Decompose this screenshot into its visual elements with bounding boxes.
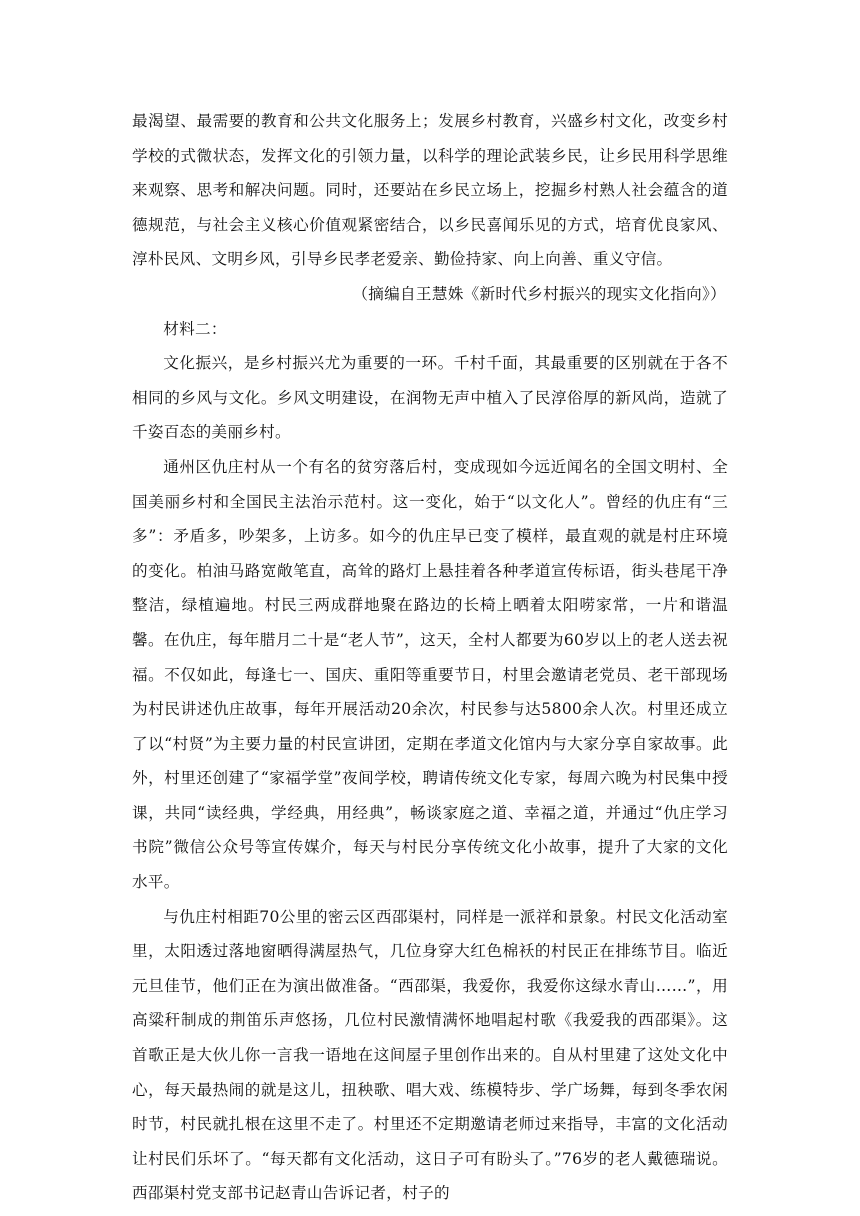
paragraph-qiuzhuang-village: 通州区仇庄村从一个有名的贫穷落后村，变成现如今远近闻名的全国文明村、全国美丽乡村和全国民主法治示范村。这一变化，始于“以文化人”。曾经的仇庄有“三多”：矛盾多，吵架多，上访多。如今的仇庄早已变了模样，最直观的就是村庄环境的变化。柏油马路宽敞笔直，高耸的路灯上悬挂着各种孝道宣传标语，街头巷尾干净整洁，绿植遍地。村民三两成群地聚在路边的长椅上晒着太阳唠家常，一片和谐温馨。在仇庄，每年腊月二十是“老人节”，这天，全村人都要为60岁以上的老人送去祝福。不仅如此，每逢七一、国庆、重阳等重要节日，村里会邀请老党员、老干部现场为村民讲述仇庄故事，每年开展活动20余次，村民参与达5800余人次。村里还成立了以“村贤”为主要力量的村民宣讲团，定期在孝道文化馆内与大家分享自家故事。此外，村里还创建了“家福学堂”夜间学校，聘请传统文化专家，每周六晚为村民集中授课，共同“读经典，学经典，用经典”，畅谈家庭之道、幸福之道，并通过“仇庄学习书院”微信公众号等宣传媒介，每天与村民分享传统文化小故事，提升了大家的文化水平。 — [132, 457, 728, 892]
paragraph-continuation: 最渴望、最需要的教育和公共文化服务上；发展乡村教育，兴盛乡村文化，改变乡村学校的式微状态，发挥文化的引领力量，以科学的理论武装乡民，让乡民用科学思维来观察、思考和解决问题。同时，还要站在乡民立场上，挖掘乡村熟人社会蕴含的道德规范，与社会主义核心价值观紧密结合，以乡民喜闻乐见的方式，培育优良家风、淳朴民风、文明乡风，引导乡民孝老爱亲、勤俭持家、向上向善、重义守信。 — [132, 112, 728, 269]
paragraph-culture-revitalization: 文化振兴，是乡村振兴尤为重要的一环。千村千面，其最重要的区别就在于各不相同的乡风与文化。乡风文明建设，在润物无声中植入了民淳俗厚的新风尚，造就了千姿百态的美丽乡村。 — [132, 354, 728, 442]
material-two-heading: 材料二： — [163, 319, 227, 338]
source-citation: （摘编自王慧姝《新时代乡村振兴的现实文化指向》） — [352, 284, 726, 303]
body-text — [132, 104, 728, 1211]
paragraph-xishaoqu-village: 与仇庄村相距70公里的密云区西邵渠村，同样是一派祥和景象。村民文化活动室里，太阳透过落地窗晒得满屋热气，几位身穿大红色棉袄的村民正在排练节目。临近元旦佳节，他们正在为演出做准备。“西邵渠，我爱你，我爱你这绿水青山……”，用高粱秆制成的荆笛乐声悠扬，几位村民激情满怀地唱起村歌《我爱我的西邵渠》。这首歌正是大伙儿你一言我一语地在这间屋子里创作出来的。自从村里建了这处文化中心，每天最热闹的就是这儿，扭秧歌、唱大戏、练模特步、学广场舞，每到冬季农闲时节，村民就扎根在这里不走了。村里还不定期邀请老师过来指导，丰富的文化活动让村民们乐坏了。“每天都有文化活动，这日子可有盼头了。”76岁的老人戴德瑞说。西邵渠村党支部书记赵青山告诉记者，村子的 — [132, 907, 728, 1203]
